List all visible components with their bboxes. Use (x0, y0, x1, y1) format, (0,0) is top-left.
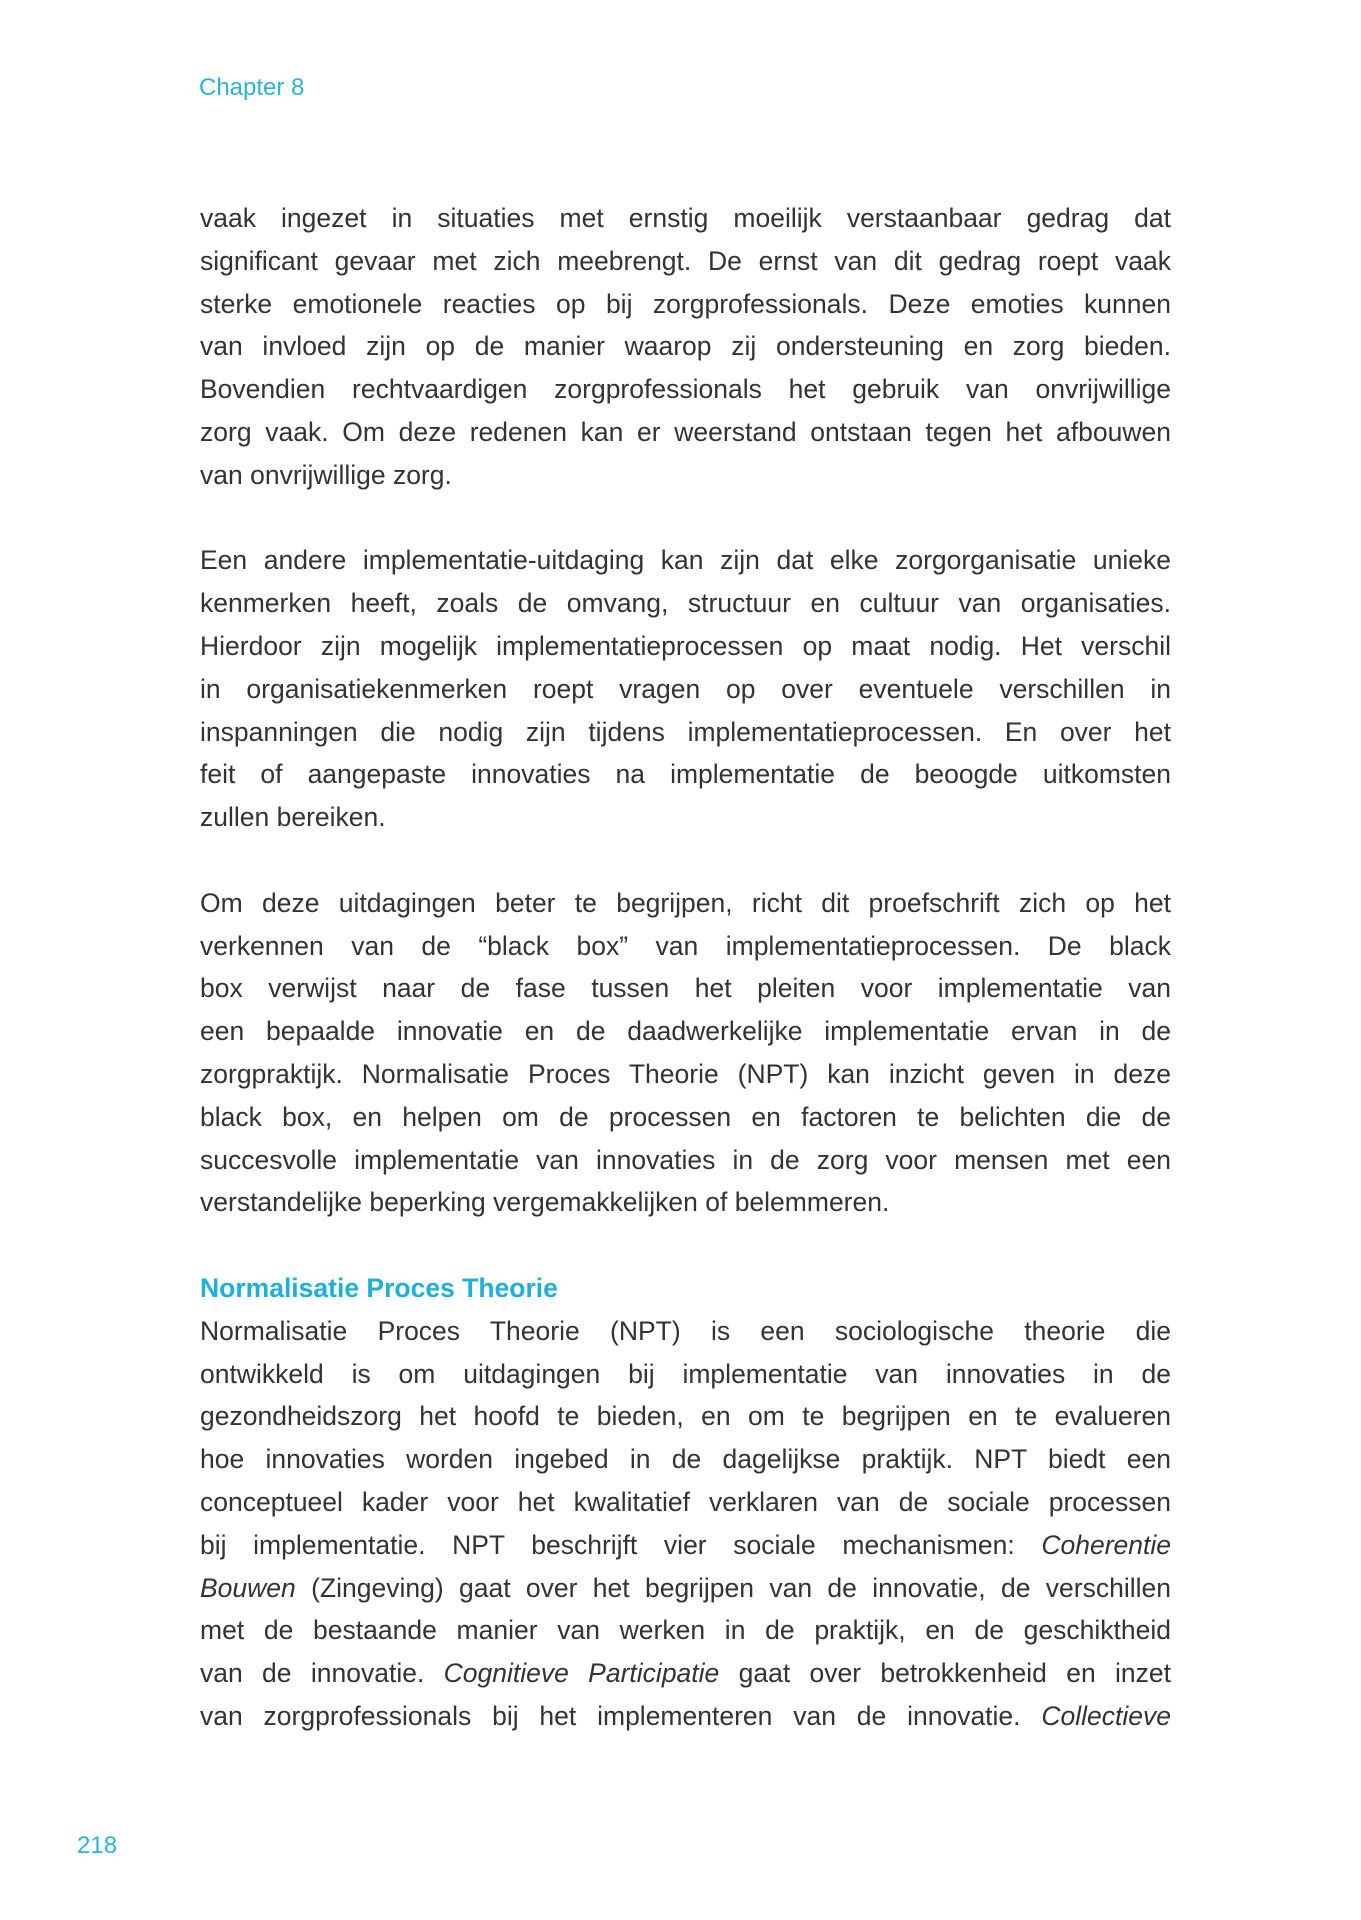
text-run: succesvolle implementatie van innovaties in de zorg voor mensen met een (200, 1144, 1171, 1175)
text-run: Een andere implementatie-uitdaging kan zijn dat elke zorgorganisatie unieke (200, 545, 1171, 576)
text-run: kenmerken heeft, zoals de omvang, structuur en cultuur van organisaties. (200, 588, 1171, 619)
text-run: met de bestaande manier van werken in de praktijk, en de geschiktheid (200, 1615, 1171, 1646)
text-line (200, 925, 1171, 968)
running-head-chapter: Chapter 8 (199, 74, 305, 101)
text-run: sterke emotionele reacties op bij zorgprofessionals. Deze emoties kunnen (200, 288, 1171, 319)
text-line (200, 454, 1171, 497)
paragraph-spacer (200, 1224, 1171, 1267)
paragraph-spacer (200, 839, 1171, 882)
text-line (200, 1438, 1171, 1481)
text-line (200, 796, 1171, 839)
text-line (200, 1695, 1171, 1738)
text-line (200, 1181, 1171, 1224)
text-run: (Zingeving) gaat over het begrijpen van de innovatie, de verschillen (295, 1572, 1171, 1603)
text-run: bij implementatie. NPT beschrijft vier sociale mechanismen: (200, 1529, 1042, 1560)
paragraph (200, 882, 1171, 1224)
text-line (200, 539, 1171, 582)
text-line (200, 625, 1171, 668)
text-line (200, 1053, 1171, 1096)
text-run: gaat over betrokkenheid en inzet (719, 1658, 1171, 1689)
text-run: van de innovatie. (200, 1658, 444, 1689)
text-line (200, 411, 1171, 454)
text-line (200, 1310, 1171, 1353)
italic-term: Cognitieve Participatie (443, 1658, 720, 1689)
text-line (200, 1567, 1171, 1610)
text-line (200, 197, 1171, 240)
page-number: 218 (77, 1832, 118, 1859)
text-run: een bepaalde innovatie en de daadwerkelijke implementatie ervan in de (200, 1016, 1171, 1047)
text-run: Om deze uitdagingen beter te begrijpen, richt dit proefschrift zich op het (200, 887, 1171, 918)
text-run: van zorgprofessionals bij het implementeren van de innovatie. (200, 1700, 1042, 1731)
text-run: ontwikkeld is om uitdagingen bij implementatie van innovaties in de (200, 1358, 1171, 1389)
section-heading: Normalisatie Proces Theorie (200, 1272, 558, 1303)
text-line (200, 967, 1171, 1010)
text-run: gezondheidszorg het hoofd te bieden, en om te begrijpen en te evalueren (200, 1401, 1171, 1432)
text-run: zullen bereiken. (200, 802, 386, 833)
text-run: in organisatiekenmerken roept vragen op over eventuele verschillen in (200, 673, 1171, 704)
text-line (200, 1353, 1171, 1396)
text-line (200, 1139, 1171, 1182)
text-run: verstandelijke beperking vergemakkelijken of belemmeren. (200, 1187, 890, 1218)
text-run: van invloed zijn op de manier waarop zij ondersteuning en zorg bieden. (200, 331, 1171, 362)
text-run: verkennen van de “black box” van implementatieprocessen. De black (200, 930, 1171, 961)
text-run: zorgpraktijk. Normalisatie Proces Theorie (NPT) kan inzicht geven in deze (200, 1058, 1171, 1089)
text-run: box verwijst naar de fase tussen het pleiten voor implementatie van (200, 973, 1171, 1004)
text-run: feit of aangepaste innovaties na implementatie de beoogde uitkomsten (200, 759, 1171, 790)
text-line (200, 711, 1171, 754)
text-line (200, 1395, 1171, 1438)
paragraph (200, 539, 1171, 839)
text-line (200, 882, 1171, 925)
italic-term: Coherentie (1041, 1529, 1171, 1560)
text-run: Bovendien rechtvaardigen zorgprofessionals het gebruik van onvrijwillige (200, 374, 1171, 405)
text-line (200, 1609, 1171, 1652)
text-run: black box, en helpen om de processen en factoren te belichten die de (200, 1101, 1171, 1132)
text-run: significant gevaar met zich meebrengt. De ernst van dit gedrag roept vaak (200, 245, 1171, 276)
text-run: vaak ingezet in situaties met ernstig moeilijk verstaanbaar gedrag dat (200, 203, 1171, 233)
text-run: van onvrijwillige zorg. (200, 459, 452, 490)
text-run: zorg vaak. Om deze redenen kan er weerstand ontstaan tegen het afbouwen (200, 416, 1171, 447)
text-line (200, 753, 1171, 796)
text-run: Normalisatie Proces Theorie (NPT) is een sociologische theorie die (200, 1315, 1171, 1346)
text-line (200, 1096, 1171, 1139)
body-text (200, 197, 1171, 1738)
text-line (200, 1652, 1171, 1695)
paragraph (200, 1310, 1171, 1738)
text-line (200, 368, 1171, 411)
paragraph (200, 197, 1171, 497)
text-run: conceptueel kader voor het kwalitatief verklaren van de sociale processen (200, 1486, 1171, 1517)
text-line (200, 1010, 1171, 1053)
text-line (200, 283, 1171, 326)
italic-term: Collectieve (1041, 1700, 1171, 1731)
text-line (200, 668, 1171, 711)
text-run: Hierdoor zijn mogelijk implementatieprocessen op maat nodig. Het verschil (200, 630, 1171, 661)
text-run: hoe innovaties worden ingebed in de dagelijkse praktijk. NPT biedt een (200, 1444, 1171, 1475)
text-run: inspanningen die nodig zijn tijdens implementatieprocessen. En over het (200, 716, 1171, 747)
paragraph-spacer (200, 497, 1171, 540)
text-line (200, 1481, 1171, 1524)
text-line (200, 325, 1171, 368)
text-line (200, 240, 1171, 283)
text-line (200, 1524, 1171, 1567)
italic-term: Bouwen (200, 1572, 296, 1603)
text-line (200, 582, 1171, 625)
